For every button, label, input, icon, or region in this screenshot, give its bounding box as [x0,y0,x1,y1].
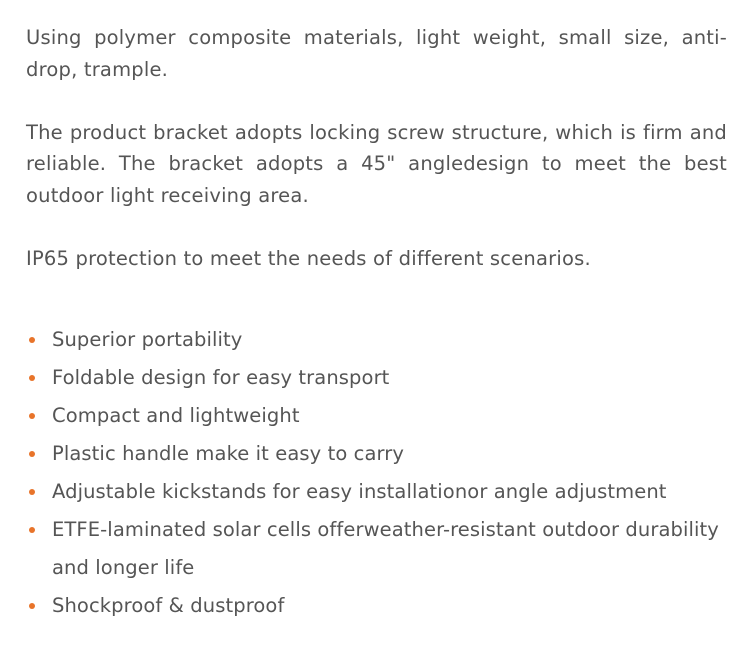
feature-item-label: Superior portability [52,328,243,351]
product-description [26,22,727,625]
feature-item [26,321,727,359]
description-paragraph-protection: IP65 protection to meet the needs of different scenarios. [26,246,591,270]
feature-item-label: Compact and lightweight [52,404,300,427]
bullet-dot-icon [29,375,35,381]
feature-item [26,359,727,397]
feature-item-label: ETFE-laminated solar cells offerweather-resistant outdoor durability and longer life [52,518,719,579]
feature-item-label: Shockproof & dustproof [52,594,285,617]
feature-item [26,473,727,511]
feature-item-label: Plastic handle make it easy to carry [52,442,405,465]
bullet-dot-icon [29,527,35,533]
description-paragraph-bracket: The product bracket adopts locking screw structure, which is firm and reliable. The bracket adopts a 45" angledesign to meet the best outdoor light receiving area. [26,120,727,207]
feature-item [26,587,727,625]
feature-item-label: Adjustable kickstands for easy installationor angle adjustment [52,480,667,503]
feature-item [26,435,727,473]
bullet-dot-icon [29,603,35,609]
bullet-dot-icon [29,489,35,495]
feature-item [26,511,727,587]
feature-item [26,397,727,435]
bullet-dot-icon [29,337,35,343]
feature-list [26,321,727,625]
bullet-dot-icon [29,413,35,419]
description-paragraph-materials: Using polymer composite materials, light weight, small size, anti-drop, trample. [26,26,727,81]
bullet-dot-icon [29,451,35,457]
feature-item-label: Foldable design for easy transport [52,366,390,389]
